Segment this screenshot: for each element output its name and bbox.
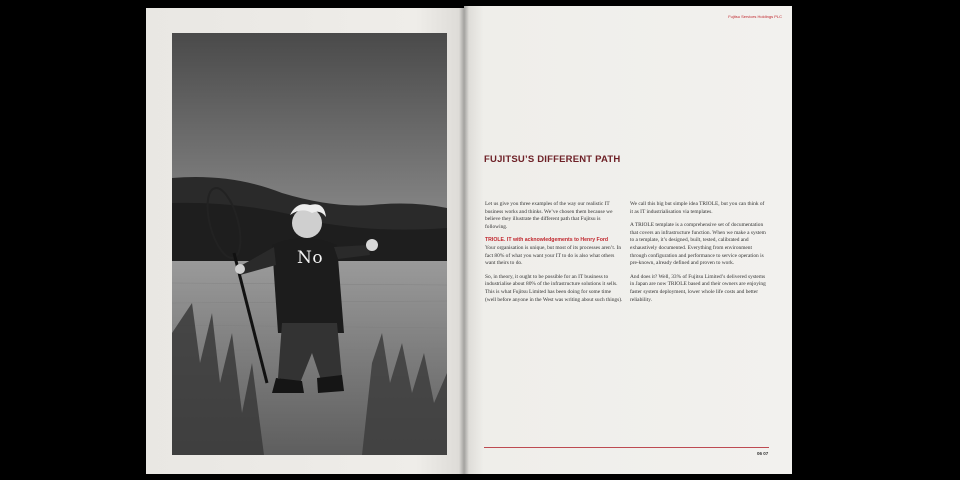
page-headline: FUJITSU’S DIFFERENT PATH	[484, 154, 621, 165]
fisherman-photo	[172, 33, 447, 455]
paragraph: Let us give you three examples of the way our realistic IT business works and thinks. We’ve chosen them because we believe they illustrate the different path that Fujitsu is following.	[485, 201, 613, 230]
page-gutter	[459, 6, 469, 474]
photo-caption-word: No	[297, 248, 324, 268]
paragraph: And does it? Well, 33% of Fujitsu Limited’s delivered systems in Japan are now TRIOLE based and their owners are enjoying faster system deployment, lower whole life costs and better reliability.	[630, 273, 766, 303]
footer-rule	[484, 447, 769, 448]
running-head: Fujitsu Services Holdings PLC	[728, 14, 782, 19]
subheading: TRIOLE. IT with acknowledgements to Henry Ford	[485, 237, 609, 244]
paragraph: So, in theory, it ought to be possible for an IT business to industrialise about 80% of the infrastructure solutions it sells. This is what Fujitsu Limited has been doing for some time (well before anyone in the West was writing about such things).	[485, 273, 623, 303]
text-column-1	[485, 201, 623, 310]
text-column-2	[630, 201, 768, 310]
photo-scene	[172, 33, 447, 455]
page-numbers: 06 07	[757, 451, 769, 456]
paragraph: We call this big but simple idea TRIOLE, but you can think of it as IT industrialisation via templates.	[630, 201, 765, 215]
paragraph: A TRIOLE template is a comprehensive set of documentation that covers an infrastructure function. When we make a system to a template, it’s designed, built, tested, calibrated and exhaustively documented. Everything from environment through configuration and performance to service operation is pre-known, already defined and proven to work.	[630, 222, 766, 267]
paragraph: Your organisation is unique, but most of its processes aren’t. In fact 80% of what you want your IT to do is also what others want theirs to do.	[485, 244, 622, 267]
